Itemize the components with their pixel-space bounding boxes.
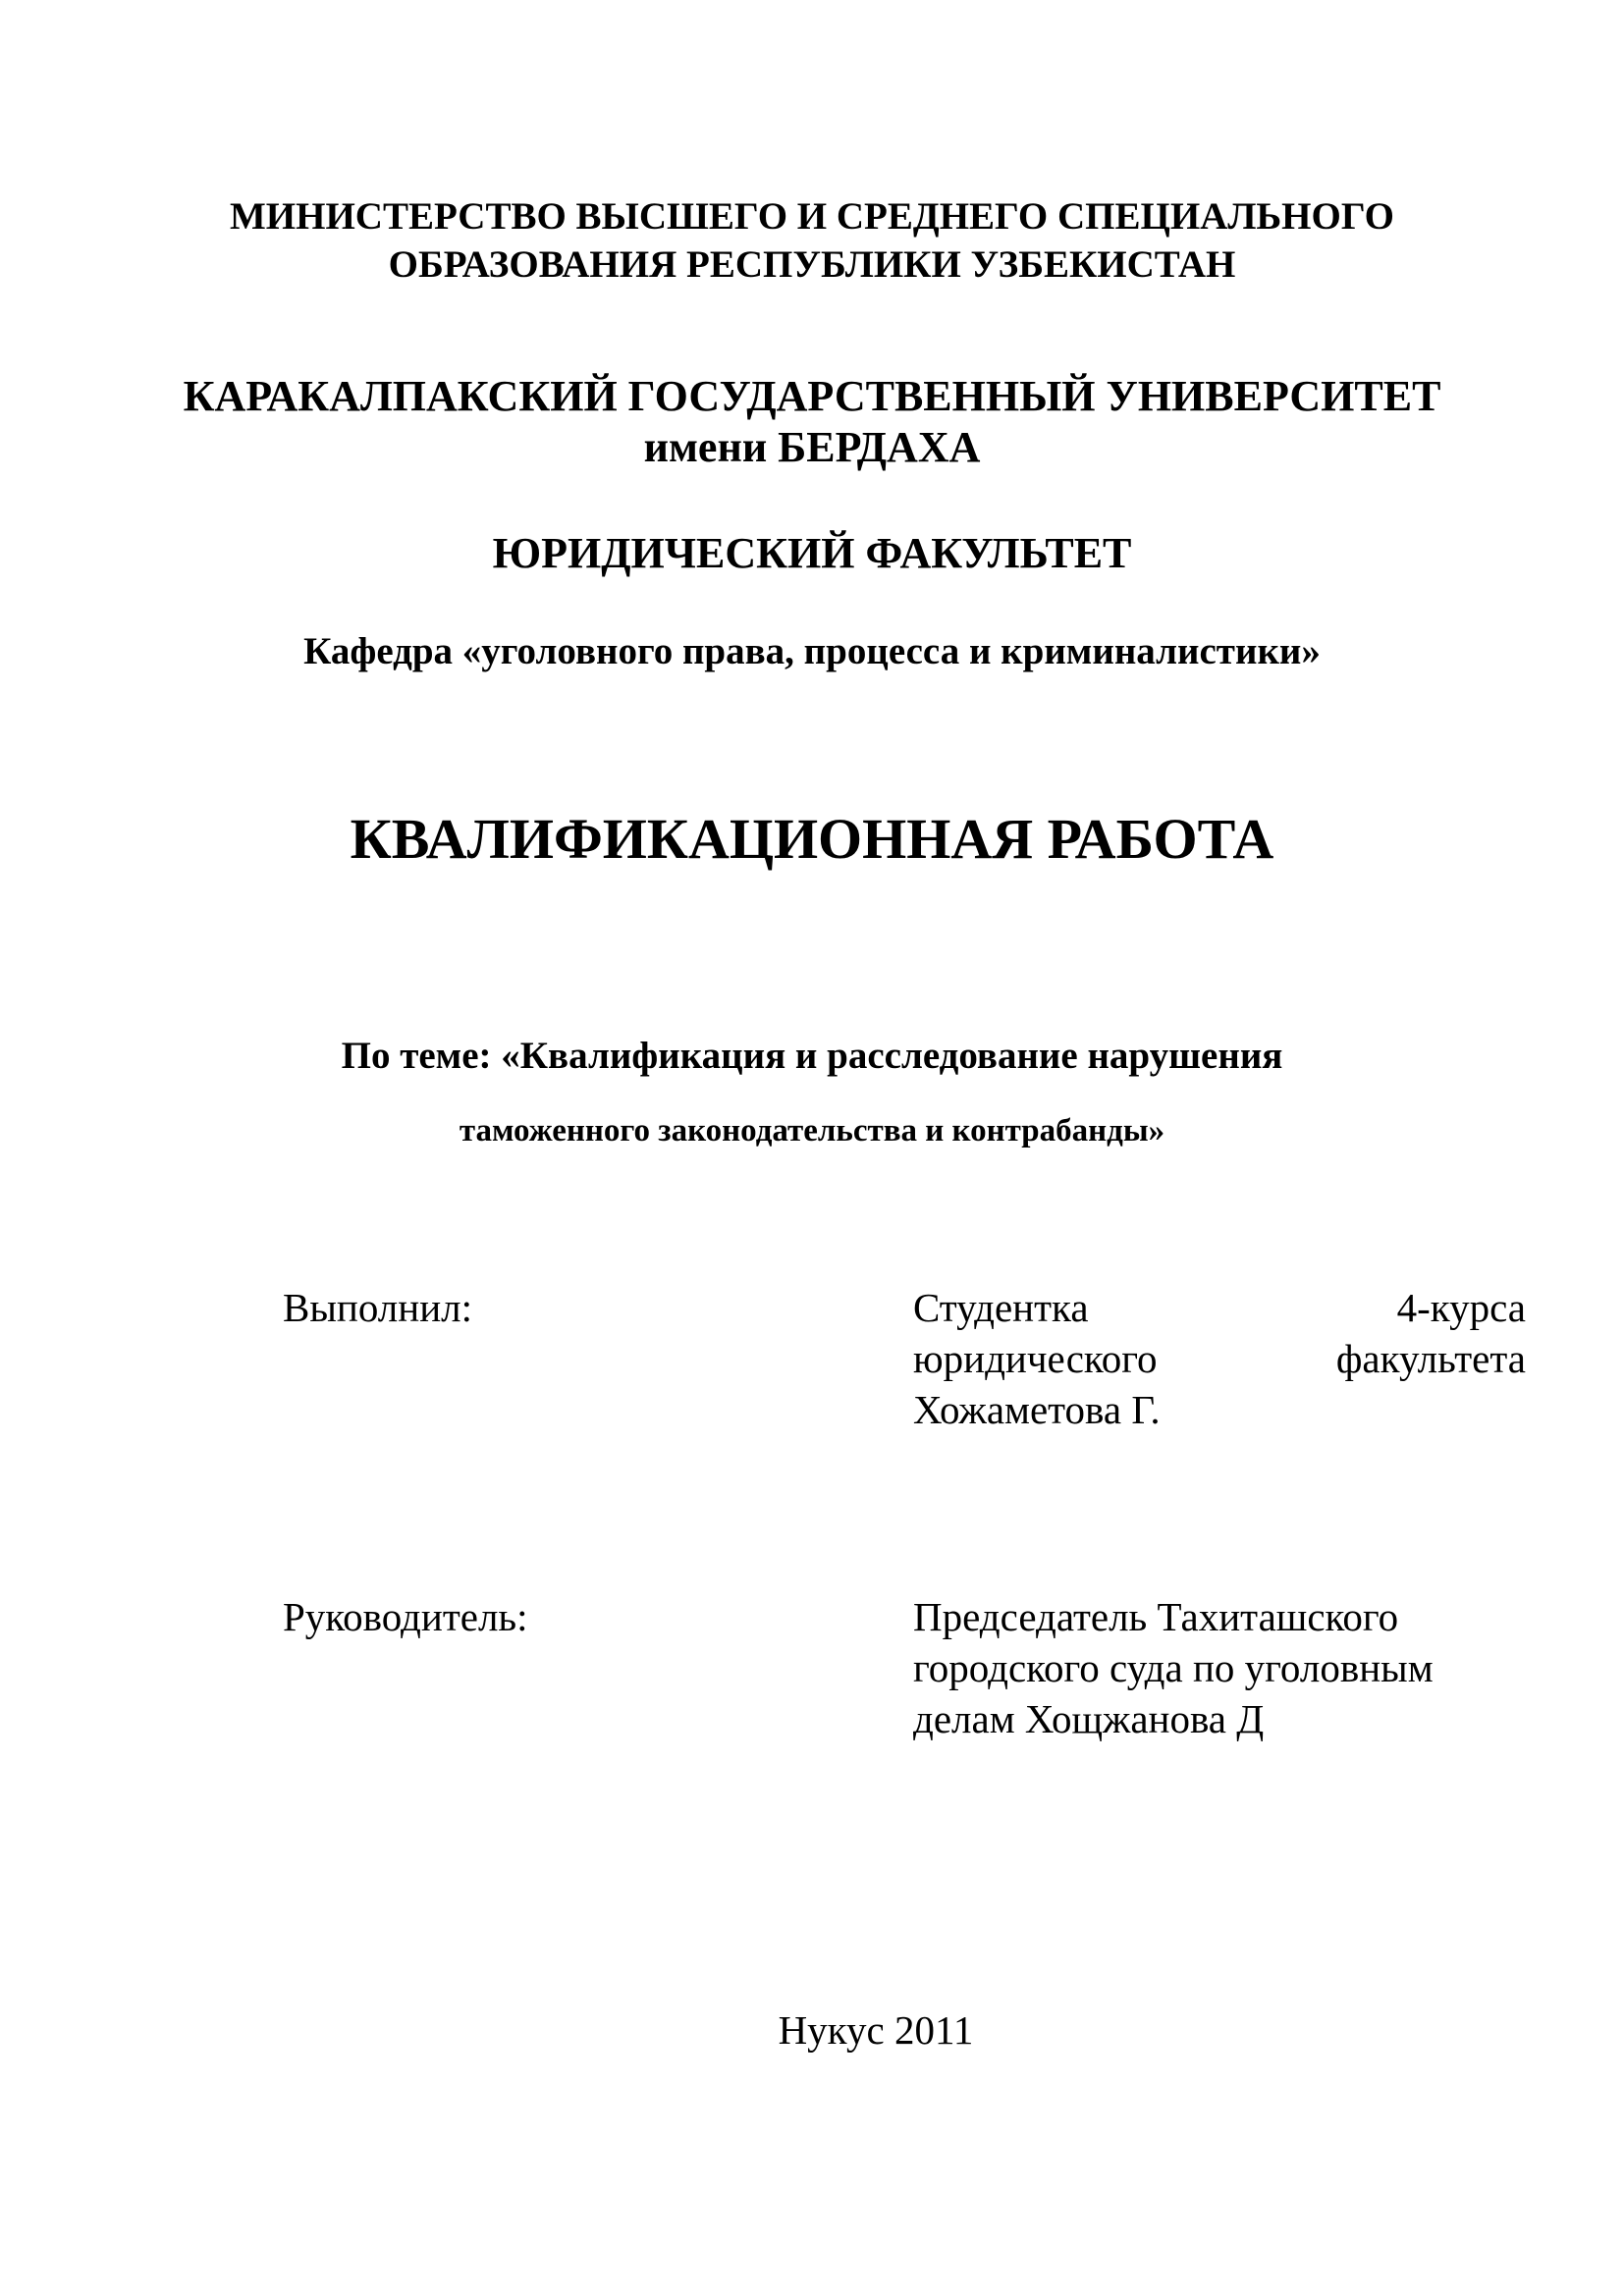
performer-line-1-left: Студентка [913, 1285, 1089, 1330]
ministry-line-2: ОБРАЗОВАНИЯ РЕСПУБЛИКИ УЗБЕКИСТАН [388, 243, 1236, 286]
performer-line-1 [913, 1282, 1526, 1333]
university-line-1: КАРАКАЛПАКСКИЙ ГОСУДАРСТВЕННЫЙ УНИВЕРСИТЕТ [183, 372, 1441, 420]
performer-line-2-left: юридического [913, 1336, 1158, 1381]
ministry-line-1: МИНИСТЕРСТВО ВЫСШЕГО И СРЕДНЕГО СПЕЦИАЛЬНОГО [229, 195, 1395, 238]
ministry-heading [0, 192, 1624, 289]
performer-line-2 [913, 1333, 1526, 1384]
university-heading [0, 371, 1624, 473]
supervisor-line-1: Председатель Тахиташского [913, 1594, 1399, 1639]
city-year: Нукус 2011 [778, 2007, 974, 2053]
document-type-title: КВАЛИФИКАЦИОННАЯ РАБОТА [350, 807, 1274, 871]
supervisor-line-3: делам Хощжанова Д [913, 1696, 1265, 1741]
topic-line-2: таможенного законодательства и контрабанды» [459, 1113, 1165, 1148]
performer-line-2-right: факультета [1335, 1336, 1526, 1381]
faculty-heading: ЮРИДИЧЕСКИЙ ФАКУЛЬТЕТ [492, 529, 1132, 577]
department-heading: Кафедра «уголовного права, процесса и криминалистики» [303, 630, 1321, 672]
supervisor-info [913, 1591, 1526, 1744]
performer-line-1-right: 4-курса [1396, 1285, 1526, 1330]
university-line-2: имени БЕРДАХА [643, 423, 981, 471]
performer-info [913, 1282, 1526, 1435]
performer-label: Выполнил: [283, 1285, 472, 1330]
topic-line-1: По теме: «Квалификация и расследование нарушения [341, 1035, 1283, 1077]
performer-name: Хожаметова Г. [913, 1387, 1161, 1432]
supervisor-line-2: городского суда по уголовным [913, 1645, 1434, 1690]
supervisor-label: Руководитель: [283, 1594, 528, 1639]
